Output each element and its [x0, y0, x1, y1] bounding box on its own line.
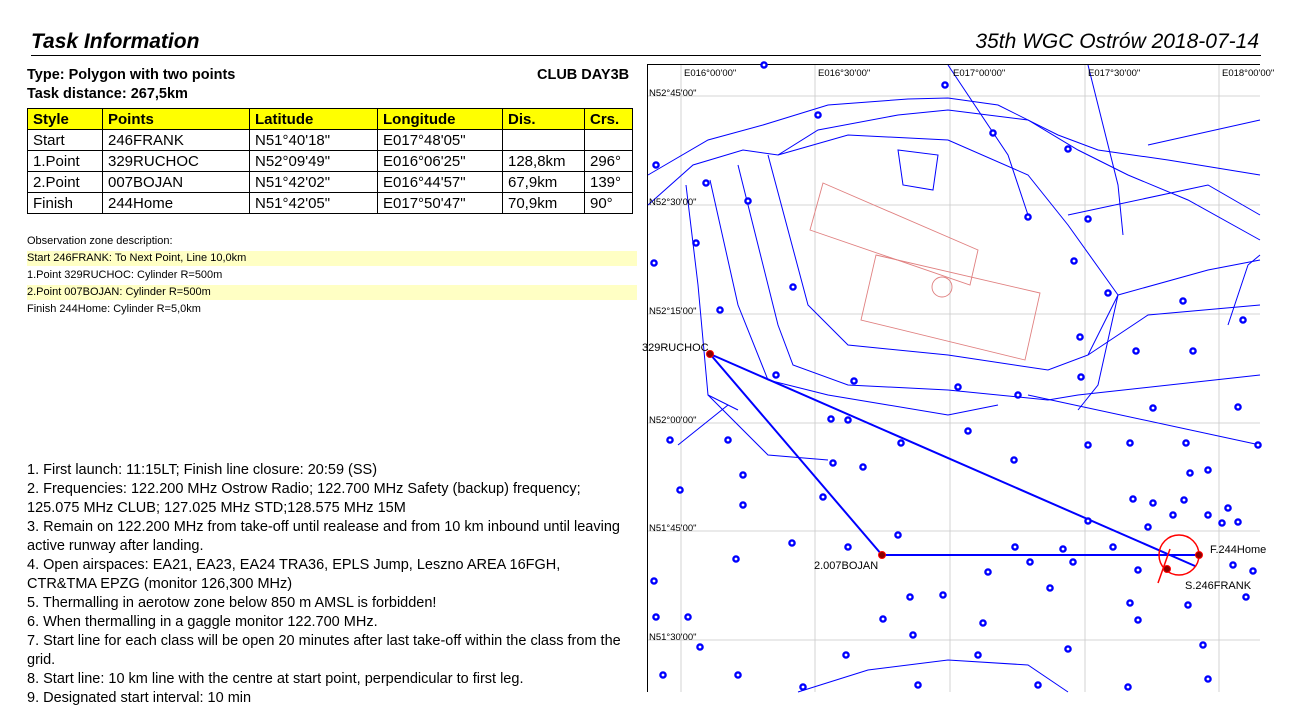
- airspace-boundaries: [648, 65, 1260, 692]
- cell: E017°50'47": [378, 193, 503, 214]
- waypoint-marker: [895, 532, 900, 537]
- point-label-p2: 2.007BOJAN: [814, 560, 879, 572]
- lat-label: N52°45'00": [649, 88, 697, 99]
- cell: 128,8km: [503, 151, 585, 172]
- note-item: 8. Start line: 10 km line with the centre at start point, perpendicular to first leg.: [27, 671, 524, 687]
- waypoint-marker: [745, 198, 750, 203]
- event-title: 35th WGC Ostrów 2018-07-14: [975, 30, 1259, 53]
- waypoint-marker: [1085, 442, 1090, 447]
- waypoint-marker: [1225, 505, 1230, 510]
- waypoint-marker: [880, 616, 885, 621]
- waypoint-marker: [1035, 682, 1040, 687]
- waypoint-marker: [985, 569, 990, 574]
- waypoint-marker: [693, 240, 698, 245]
- waypoint-marker: [1230, 562, 1235, 567]
- waypoint-marker: [1135, 567, 1140, 572]
- task-distance: Task distance: 267,5km: [27, 86, 188, 102]
- lon-label: E017°00'00": [953, 68, 1006, 79]
- note-item: 2. Frequencies: 122.200 MHz Ostrow Radio; 122.700 MHz Safety (backup) frequency; 125.075 MHz CLUB; 127.025 MHz STD;128.575 MHz 15M: [27, 481, 581, 516]
- waypoint-marker: [1243, 594, 1248, 599]
- waypoint-marker: [1071, 258, 1076, 263]
- cell: N51°42'05": [250, 193, 378, 214]
- waypoint-marker: [1125, 684, 1130, 689]
- oz-item: Start 246FRANK: To Next Point, Line 10,0km: [27, 251, 637, 266]
- lat-label: N52°00'00": [649, 415, 697, 426]
- point-label-start: S.246FRANK: [1185, 580, 1252, 592]
- waypoint-marker: [1085, 216, 1090, 221]
- waypoint-marker: [845, 544, 850, 549]
- waypoint-marker: [1235, 519, 1240, 524]
- note-item: 5. Thermalling in aerotow zone below 850 m AMSL is forbidden!: [27, 595, 437, 611]
- waypoint-marker: [830, 460, 835, 465]
- waypoint-marker: [725, 437, 730, 442]
- map-canvas: [642, 65, 1275, 692]
- waypoint-marker: [740, 472, 745, 477]
- waypoint-marker: [1027, 559, 1032, 564]
- waypoint-marker: [651, 578, 656, 583]
- waypoint-marker: [790, 284, 795, 289]
- cell: 2.Point: [28, 172, 103, 193]
- waypoint-marker: [1110, 544, 1115, 549]
- cell: E016°44'57": [378, 172, 503, 193]
- cell: [585, 130, 633, 151]
- cell: 70,9km: [503, 193, 585, 214]
- waypoint-marker: [1190, 348, 1195, 353]
- col-style: Style: [28, 109, 103, 130]
- cell: Finish: [28, 193, 103, 214]
- point-label-finish: F.244Home: [1210, 544, 1267, 556]
- waypoint-marker: [1060, 546, 1065, 551]
- waypoint-marker: [915, 682, 920, 687]
- waypoint-marker: [1187, 470, 1192, 475]
- waypoint-marker: [733, 556, 738, 561]
- task-class: CLUB DAY3B: [537, 67, 630, 83]
- waypoint-marker: [1130, 496, 1135, 501]
- waypoint-marker: [1150, 405, 1155, 410]
- waypoint-marker: [843, 652, 848, 657]
- waypoint-marker: [660, 672, 665, 677]
- table-row: [28, 130, 633, 151]
- lat-label: N52°15'00": [649, 306, 697, 317]
- oz-item: 2.Point 007BOJAN: Cylinder R=500m: [27, 285, 637, 300]
- waypoint-marker: [990, 130, 995, 135]
- col-points: Points: [103, 109, 250, 130]
- waypoint-marker: [1183, 440, 1188, 445]
- waypoint-marker: [1235, 404, 1240, 409]
- task-map[interactable]: [642, 64, 1275, 692]
- waypoint-marker: [1150, 500, 1155, 505]
- header-rule: [31, 55, 1261, 56]
- waypoint-marker: [653, 614, 658, 619]
- waypoint-marker: [965, 428, 970, 433]
- waypoint-marker: [942, 82, 947, 87]
- waypoint-marker: [1205, 512, 1210, 517]
- waypoint-marker: [653, 162, 658, 167]
- table-header-row: [28, 109, 633, 130]
- cell: N52°09'49": [250, 151, 378, 172]
- waypoint-marker: [789, 540, 794, 545]
- waypoint-marker: [761, 62, 766, 67]
- waypoint-marker: [907, 594, 912, 599]
- waypoint-marker: [1011, 457, 1016, 462]
- lat-label: N51°45'00": [649, 523, 697, 534]
- note-item: 3. Remain on 122.200 MHz from take-off until realease and from 10 km inbound until leaving active runway after landing.: [27, 519, 620, 554]
- waypoint-marker: [697, 644, 702, 649]
- waypoint-marker: [1135, 617, 1140, 622]
- waypoint-marker: [1012, 544, 1017, 549]
- waypoint-marker: [740, 502, 745, 507]
- waypoint-marker: [1205, 467, 1210, 472]
- waypoint-marker: [1070, 559, 1075, 564]
- waypoint-marker: [975, 652, 980, 657]
- cell: 329RUCHOC: [103, 151, 250, 172]
- note-item: 7. Start line for each class will be open 20 minutes after last take-off within the class from the grid.: [27, 633, 621, 668]
- waypoint-marker: [667, 437, 672, 442]
- task-type: Type: Polygon with two points: [27, 67, 236, 83]
- note-item: 4. Open airspaces: EA21, EA23, EA24 TRA36, EPLS Jump, Leszno AREA 16FGH, CTR&TMA EPZG (monitor 126,300 MHz): [27, 557, 561, 592]
- waypoint-marker: [1065, 646, 1070, 651]
- waypoint-marker: [980, 620, 985, 625]
- cell: 90°: [585, 193, 633, 214]
- cell: Start: [28, 130, 103, 151]
- waypoint-marker: [1185, 602, 1190, 607]
- waypoint-marker: [1065, 146, 1070, 151]
- map-grid: [648, 65, 1260, 692]
- waypoint-marker: [1240, 317, 1245, 322]
- waypoint-marker: [1133, 348, 1138, 353]
- waypoint-marker: [860, 464, 865, 469]
- waypoint-marker: [898, 440, 903, 445]
- waypoint-marker: [677, 487, 682, 492]
- waypoint-marker: [1170, 512, 1175, 517]
- col-distance: Dis.: [503, 109, 585, 130]
- waypoint-marker: [845, 417, 850, 422]
- waypoint-marker: [910, 632, 915, 637]
- waypoint-marker: [940, 592, 945, 597]
- map-grid-labels: [649, 68, 1274, 643]
- lat-label: N52°30'00": [649, 197, 697, 208]
- table-row: [28, 151, 633, 172]
- page-title: Task Information: [31, 30, 200, 53]
- oz-item: Finish 244Home: Cylinder R=5,0km: [27, 303, 201, 315]
- waypoint-marker: [717, 307, 722, 312]
- point-label-p1: 329RUCHOC: [642, 342, 709, 354]
- note-item: 9. Designated start interval: 10 min: [27, 690, 252, 706]
- waypoint-markers: [651, 62, 1260, 689]
- waypoint-marker: [1127, 600, 1132, 605]
- cell: N51°42'02": [250, 172, 378, 193]
- waypoint-marker: [851, 378, 856, 383]
- lon-label: E017°30'00": [1088, 68, 1141, 79]
- waypoint-marker: [1205, 676, 1210, 681]
- waypoint-marker: [1105, 290, 1110, 295]
- waypoint-marker: [685, 614, 690, 619]
- waypoint-marker: [1255, 442, 1260, 447]
- waypoint-marker: [1078, 374, 1083, 379]
- col-course: Crs.: [585, 109, 633, 130]
- waypoint-marker: [1127, 440, 1132, 445]
- waypoint-marker: [1145, 524, 1150, 529]
- waypoint-marker: [1085, 518, 1090, 523]
- cell: 244Home: [103, 193, 250, 214]
- lon-label: E016°00'00": [684, 68, 737, 79]
- task-notes: [27, 461, 627, 708]
- waypoint-marker: [1025, 214, 1030, 219]
- waypoint-marker: [1181, 497, 1186, 502]
- col-latitude: Latitude: [250, 109, 378, 130]
- cell: 67,9km: [503, 172, 585, 193]
- waypoint-marker: [820, 494, 825, 499]
- cell: 007BOJAN: [103, 172, 250, 193]
- oz-heading: Observation zone description:: [27, 235, 173, 247]
- waypoint-marker: [703, 180, 708, 185]
- waypoint-marker: [1219, 520, 1224, 525]
- cell: 296°: [585, 151, 633, 172]
- cell: 139°: [585, 172, 633, 193]
- note-item: 6. When thermalling in a gaggle monitor 122.700 MHz.: [27, 614, 378, 630]
- table-row: [28, 193, 633, 214]
- cell: E017°48'05": [378, 130, 503, 151]
- col-longitude: Longitude: [378, 109, 503, 130]
- oz-item: 1.Point 329RUCHOC: Cylinder R=500m: [27, 269, 223, 281]
- task-table: [27, 108, 633, 214]
- waypoint-marker: [955, 384, 960, 389]
- waypoint-marker: [1200, 642, 1205, 647]
- cell: N51°40'18": [250, 130, 378, 151]
- waypoint-marker: [735, 672, 740, 677]
- waypoint-marker: [800, 684, 805, 689]
- restricted-zones: [810, 183, 1040, 360]
- note-item: 1. First launch: 11:15LT; Finish line closure: 20:59 (SS): [27, 462, 378, 478]
- waypoint-marker: [828, 416, 833, 421]
- waypoint-marker: [1015, 392, 1020, 397]
- cell: 246FRANK: [103, 130, 250, 151]
- lon-label: E018°00'00": [1222, 68, 1275, 79]
- waypoint-marker: [651, 260, 656, 265]
- waypoint-marker: [1047, 585, 1052, 590]
- lat-label: N51°30'00": [649, 632, 697, 643]
- waypoint-marker: [815, 112, 820, 117]
- cell: E016°06'25": [378, 151, 503, 172]
- cell: [503, 130, 585, 151]
- waypoint-marker: [773, 372, 778, 377]
- lon-label: E016°30'00": [818, 68, 871, 79]
- waypoint-marker: [1180, 298, 1185, 303]
- waypoint-marker: [1250, 568, 1255, 573]
- waypoint-marker: [1077, 334, 1082, 339]
- cell: 1.Point: [28, 151, 103, 172]
- table-row: [28, 172, 633, 193]
